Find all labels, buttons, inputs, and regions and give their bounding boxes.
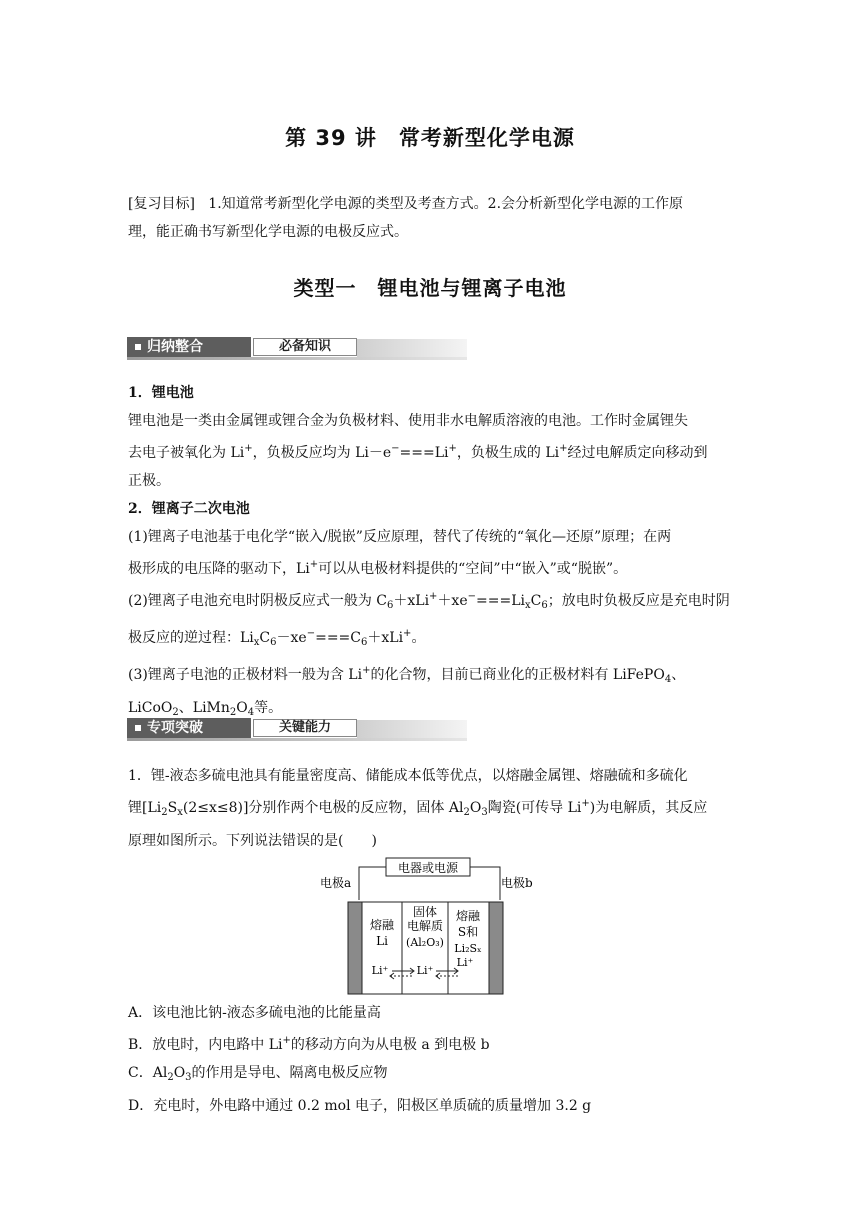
heading-lithium-ion-battery: 2．锂离子二次电池: [128, 501, 250, 517]
left-compartment-label-2: Li: [376, 934, 388, 948]
electrode-a: [348, 902, 362, 994]
left-compartment-label-1: 熔融: [369, 918, 395, 932]
option-d: D．充电时，外电路中通过 0.2 mol 电子，阳极区单质硫的质量增加 3.2 g: [128, 1098, 592, 1114]
ion-label-middle: Li⁺: [416, 964, 434, 977]
ion-label-right: Li⁺: [456, 956, 474, 969]
option-b: B．放电时，内电路中 Li+的移动方向为从电极 a 到电极 b: [128, 1035, 490, 1053]
electrode-a-label: 电极a: [320, 876, 352, 890]
section-title: 类型一 锂电池与锂离子电池: [293, 276, 567, 300]
heading-lithium-battery: 1．锂电池: [128, 385, 194, 401]
objective-label: [复习目标]: [128, 196, 195, 212]
right-compartment-label-1: 熔融: [455, 909, 481, 923]
battery-diagram: [318, 856, 542, 1000]
electrode-b: [489, 902, 503, 994]
option-a: A．该电池比钠-液态多硫电池的比能量高: [128, 1005, 381, 1021]
electrode-b-label: 电极b: [501, 876, 533, 890]
question-1-options: [128, 999, 734, 1120]
ion-label-left: Li⁺: [371, 964, 389, 977]
knowledge-lithium-battery: 1．锂电池 锂电池是一类由金属锂或锂合金为负极材料、使用非水电解质溶液的电池。工作时金属锂失 去电子被氧化为 Li+，负极反应均为 Li－e−===Li+，负极生成的 Li+经过电解质定向移动到 正极。: [128, 385, 708, 489]
knowledge-lithium-ion-battery: 2．锂离子二次电池 (1)锂离子电池基于电化学“嵌入/脱嵌”反应原理，替代了传统的“氧化—还原”原理；在两 极形成的电压降的驱动下，Li+可以从电极材料提供的“空间”中“嵌入”或“脱嵌”。 (2)锂离子电池充电时阴极反应式一般为 $C_6+xLi^++xe^-===Li_xC_6$；放电时负极反应是充电时阴 极反应的逆过程：$Li_xC_6-xe^-===C_6+xLi^+$。 (3)锂离子电池的正极材料一般为含 Li+的化合物，目前已商业化的正极材料有 LiFePO$_4$、 LiCoO$_2$、$LiMn_2O_4$等。: [128, 501, 730, 718]
review-objectives: [复习目标] 1.知道常考新型化学电源的类型及考查方式。2.会分析新型化学电源的工作原 理，能正确书写新型化学电源的电极反应式。: [128, 196, 684, 240]
device-label: 电器或电源: [397, 861, 459, 875]
right-compartment-label-3: Li₂Sₓ: [454, 942, 482, 955]
option-c: C．$Al_2O_3$的作用是导电、隔离电极反应物: [128, 1065, 388, 1083]
middle-compartment-label-1: 固体: [412, 905, 438, 919]
banner-summary: 归纳整合 必备知识: [127, 337, 467, 357]
middle-compartment-label-2: 电解质: [406, 919, 444, 933]
question-1-stem: 1．锂-液态多硫电池具有能量密度高、储能成本低等优点，以熔融金属锂、熔融硫和多硫化 锂$[Li_2S_x(2\le x\le 8)]$分别作两个电极的反应物，固体 $Al_2O_3$陶瓷(可传导 Li+)为电解质，其反应 原理如图所示。下列说法错误的是( ): [128, 768, 708, 849]
middle-compartment-label-3: (Al₂O₃): [406, 936, 444, 949]
lecture-title: 第 39 讲 常考新型化学电源: [285, 126, 575, 150]
square-bullet-icon: [135, 725, 141, 731]
right-compartment-label-2: S和: [457, 925, 479, 939]
square-bullet-icon: [135, 344, 141, 350]
banner-practice: 专项突破 关键能力: [127, 718, 467, 738]
